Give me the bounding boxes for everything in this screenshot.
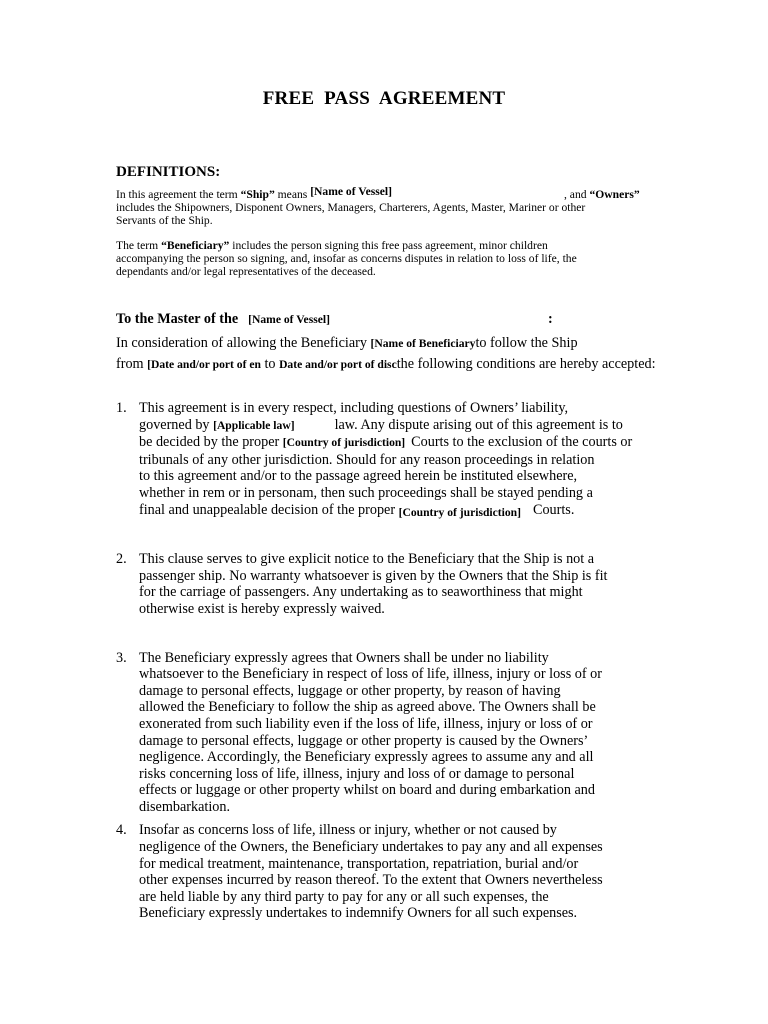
- clause-number: 2.: [116, 551, 127, 568]
- master-colon: :: [548, 311, 553, 327]
- definitions-heading: DEFINITIONS:: [116, 164, 221, 180]
- vessel-name-field[interactable]: [Name of Vessel]: [310, 185, 392, 198]
- document-title: FREE PASS AGREEMENT: [262, 88, 506, 109]
- jurisdiction-field-1[interactable]: [Country of jurisdiction]: [282, 436, 406, 450]
- owners-term: “Owners”: [589, 188, 640, 201]
- clause-number: 4.: [116, 822, 127, 839]
- beneficiary-name-field[interactable]: [Name of Beneficiary: [370, 337, 476, 350]
- jurisdiction-field-2[interactable]: [Country of jurisdiction]: [398, 505, 521, 519]
- applicable-law-field[interactable]: [Applicable law]: [213, 418, 295, 432]
- embarkation-date-port-field[interactable]: [Date and/or port of en: [147, 358, 261, 371]
- clause-1: 1. This agreement is in every respect, including questions of Owners’ liability, governed by [Applicable law] law. Any dispute arising out of this agreement is to be decided by the proper [Country of jurisdiction] Courts to the exclusion of the courts or tribunals of any other jurisdiction. Should for any reason proceedings in relation to this agreement and/or to the passage agreed herein be instituted elsewhere, whether in rem or in personam, then such proceedings shall be stayed pending a final and unappealable decision of the proper [Country of jurisdiction] Courts.: [116, 400, 633, 519]
- clause-number: 1.: [116, 400, 127, 416]
- clauses-list: [116, 400, 716, 922]
- clause-number: 3.: [116, 649, 127, 666]
- master-vessel-name-field[interactable]: [Name of Vessel]: [248, 313, 330, 326]
- clause-3: 3. The Beneficiary expressly agrees that Owners shall be under no liability whatsoever to the Beneficiary in respect of loss of life, illness, injury or loss of or damage to personal effects, luggage or other property, by reason of having allowed the Beneficiary to follow the ship as agreed above. The Owners shall be exonerated from such liability even if the loss of life, illness, injury or loss of or damage to personal effects, luggage or other property is caused by the Owners’ negligence. Accordingly, the Beneficiary expressly agrees to assume any and all risks concerning loss of life, illness, injury and loss of or damage to personal effects or luggage or other property whilst on board and during embarkation and disembarkation.: [116, 649, 602, 815]
- clause-4: 4. Insofar as concerns loss of life, illness or injury, whether or not caused by negligence of the Owners, the Beneficiary undertakes to pay any and all expenses for medical treatment, maintenance, transportation, repatriation, burial and/or other expenses incurred by reason thereof. To the extent that Owners nevertheless are held liable by any third party to pay for any or all such expenses, the Beneficiary expressly undertakes to indemnify Owners for all such expenses.: [116, 822, 603, 922]
- ship-term: “Ship”: [240, 188, 275, 201]
- disembarkation-date-port-field[interactable]: Date and/or port of disc: [279, 358, 397, 371]
- definition-ship-owners: In this agreement the term “Ship” means [Name of Vessel] , and “Owners” includes the Shipowners, Disponent Owners, Managers, Charterers, Agents, Master, Mariner or other Servants of the Ship.: [116, 185, 640, 227]
- master-address-line: To the Master of the [Name of Vessel] :: [116, 311, 553, 327]
- beneficiary-term: “Beneficiary”: [161, 239, 230, 252]
- definition-beneficiary: The term “Beneficiary” includes the person signing this free pass agreement, minor children accompanying the person so signing, and, insofar as concerns disputes in relation to loss of life, the dependants and/or legal representatives of the deceased.: [116, 239, 577, 278]
- clause-2: 2. This clause serves to give explicit notice to the Beneficiary that the Ship is not a passenger ship. No warranty whatsoever is given by the Owners that the Ship is fit for the carriage of passengers. Any undertaking as to seaworthiness that might otherwise exist is hereby expressly waived.: [116, 551, 608, 617]
- consideration-paragraph: In consideration of allowing the Beneficiary [Name of Beneficiaryto follow the Ship from [Date and/or port of en to Date and/or port of discthe following conditions are hereby accepted:: [116, 335, 656, 372]
